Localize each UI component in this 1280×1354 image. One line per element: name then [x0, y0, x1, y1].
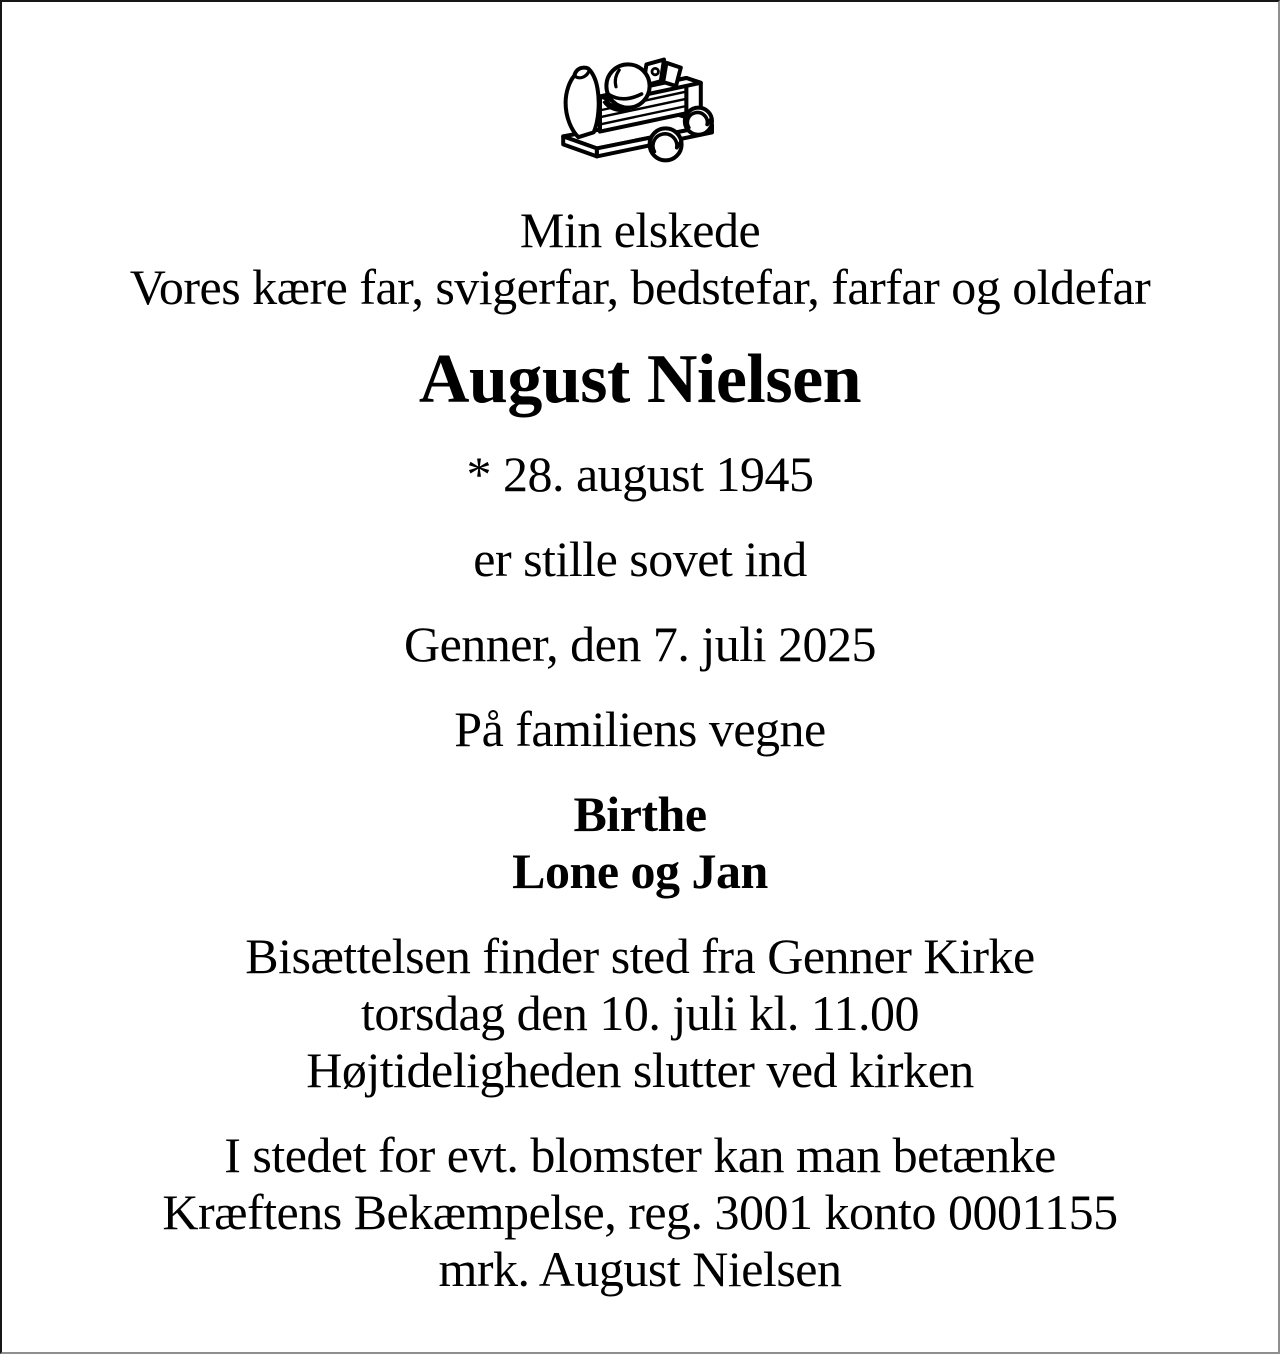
ceremony-block [2, 928, 1278, 1099]
ceremony-line-1: Bisættelsen finder sted fra Genner Kirke [245, 928, 1035, 984]
intro-line-1: Min elskede [519, 202, 761, 258]
carpenters-plane-icon [552, 54, 728, 174]
on-behalf-line: På familiens vegne [454, 701, 826, 757]
place-and-date: Genner, den 7. juli 2025 [403, 616, 876, 672]
birth-date: * 28. august 1945 [466, 446, 814, 502]
intro-line-2: Vores kære far, svigerfar, bedstefar, farfar og oldefar [129, 259, 1151, 315]
deceased-name: August Nielsen [418, 341, 862, 418]
family-signature-1: Birthe [573, 786, 707, 842]
family-signatures [2, 786, 1278, 900]
family-signature-2: Lone og Jan [512, 843, 768, 899]
death-statement: er stille sovet ind [473, 531, 807, 587]
donation-line-2: Kræftens Bekæmpelse, reg. 3001 konto 0001155 [162, 1184, 1118, 1240]
donation-line-1: I stedet for evt. blomster kan man betænke [224, 1127, 1056, 1183]
ceremony-line-2: torsdag den 10. juli kl. 11.00 [360, 985, 920, 1041]
donation-block [2, 1127, 1278, 1298]
donation-line-3: mrk. August Nielsen [438, 1241, 842, 1297]
ceremony-line-3: Højtideligheden slutter ved kirken [306, 1042, 974, 1098]
intro-block [2, 202, 1278, 316]
